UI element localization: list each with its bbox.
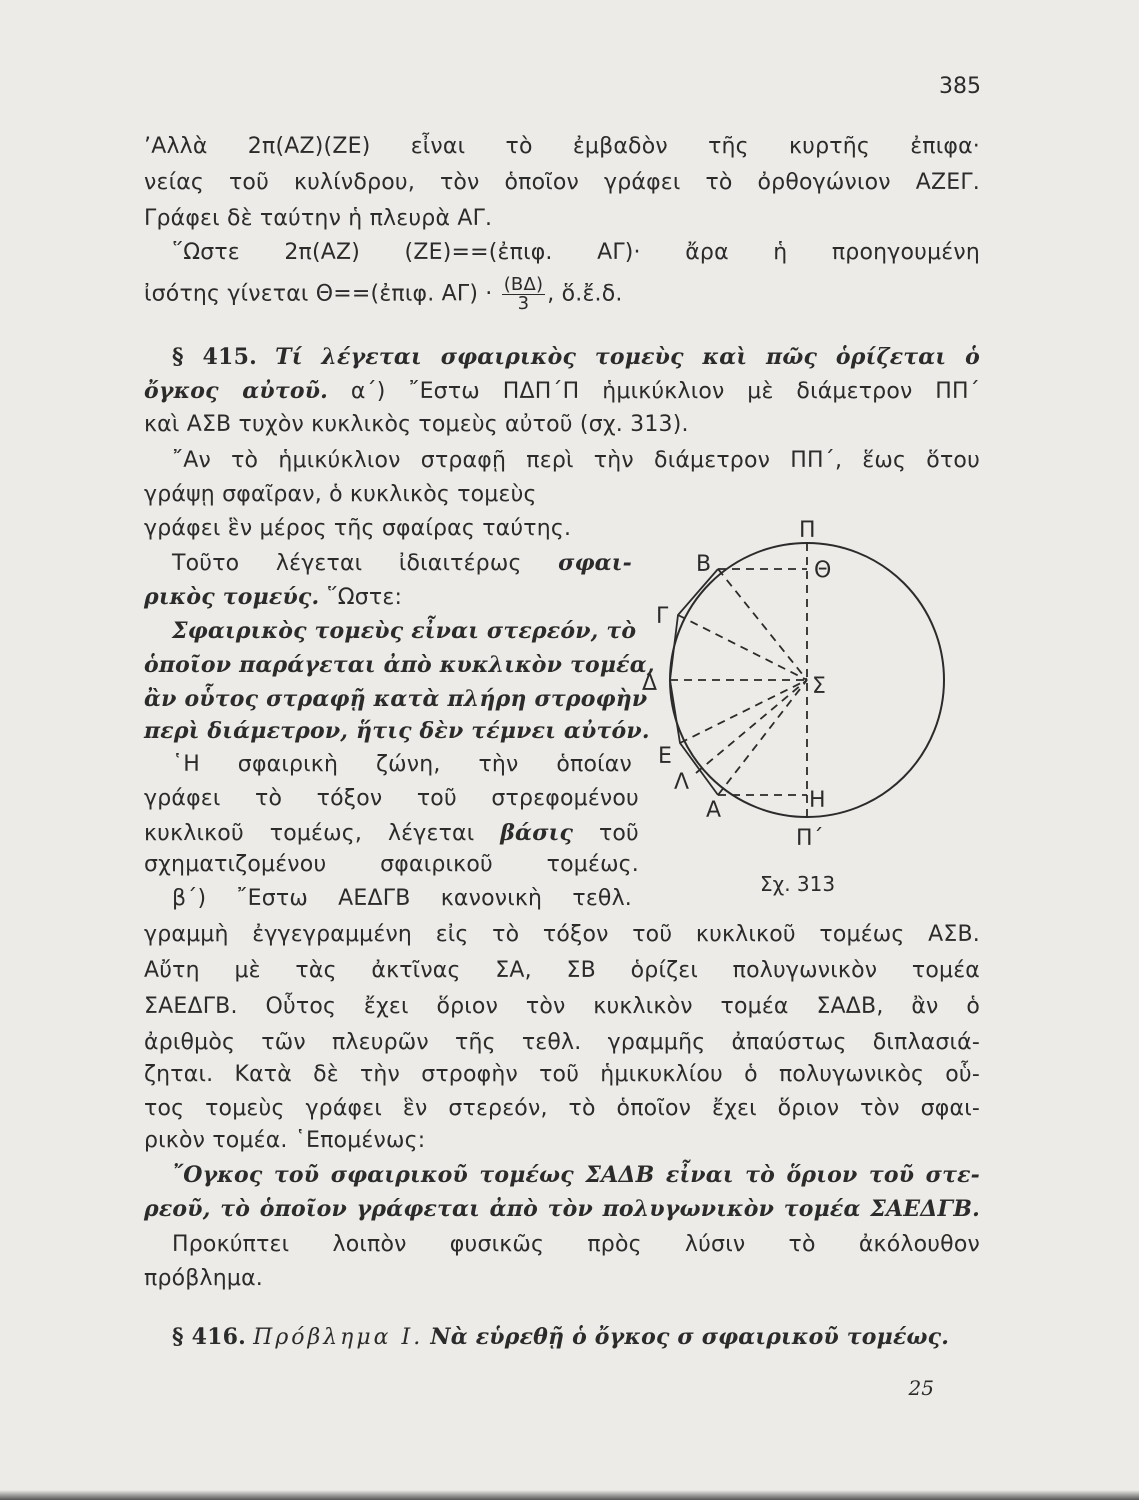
label-H: Η <box>809 788 826 813</box>
label-B: Β <box>696 552 712 577</box>
text-line: Προκύπτει λοιπὸν φυσικῶς πρὸς λύσιν τὸ ἀκόλουθον <box>172 1232 980 1257</box>
term: σφαι- <box>558 550 632 576</box>
term: ρικὸς τομεύς. <box>144 584 320 610</box>
label-E: Ε <box>658 744 672 769</box>
definition-line: περὶ διάμετρον, ἥτις δὲν τέμνει αὐτόν. <box>144 718 650 744</box>
conclusion-line: ρεοῦ, τὸ ὁποῖον γράφεται ἀπὸ τὸν πολυγωνικὸν τομέα ΣΑΕΔΓΒ. <box>144 1196 980 1222</box>
text-line: β΄) ῎Εστω ΑΕΔΓΒ κανονικὴ τεθλ. <box>172 886 632 911</box>
text-line: ἀριθμὸς τῶν πλευρῶν τῆς τεθλ. γραμμῆς ἀπαύστως διπλασιά- <box>144 1030 980 1055</box>
section-mark: § 416. <box>172 1324 246 1350</box>
term: βάσις <box>500 820 574 846</box>
label-Theta: Θ <box>814 558 832 583</box>
text-segment: ἰσότης γίνεται Θ==(ἐπιφ. ΑΓ) · <box>144 281 493 307</box>
problem-label: Πρόβλημα Ι. <box>253 1325 424 1350</box>
conclusion-line: ῎Ογκος τοῦ σφαιρικοῦ τομέως ΣΑΔΒ εἶναι τὸ ὅριον τοῦ στε- <box>172 1162 980 1188</box>
fraction <box>502 276 546 313</box>
text-segment: , ὅ.ἔ.δ. <box>547 281 623 307</box>
section-416-heading <box>172 1324 949 1350</box>
text-line-with-fraction <box>144 276 623 313</box>
text-line <box>172 550 632 576</box>
label-S: Σ <box>812 674 826 699</box>
text-line: γράφει ἓν μέρος τῆς σφαίρας ταύτης. <box>144 516 572 541</box>
text-line: τος τομεὺς γράφει ἓν στερεόν, τὸ ὁποῖον ἔχει ὅριον τὸν σφαι- <box>144 1096 980 1121</box>
radius-SG <box>678 615 807 680</box>
section-title: Τί λέγεται σφαιρικὸς τομεὺς καὶ πῶς ὁρίζεται ὁ <box>275 344 980 370</box>
text-line <box>144 584 402 610</box>
signature-mark: 25 <box>908 1376 934 1400</box>
text-line: καὶ ΑΣΒ τυχὸν κυκλικὸς τομεὺς αὐτοῦ (σχ. 313). <box>144 412 689 437</box>
section-title-end: ὄγκος αὐτοῦ. <box>144 378 329 404</box>
text-line: γράψῃ σφαῖραν, ὁ κυκλικὸς τομεὺς <box>144 482 537 507</box>
text-line: πρόβλημα. <box>144 1266 263 1291</box>
text-segment: κυκλικοῦ τομέως, λέγεται <box>144 821 475 846</box>
text-segment: τοῦ <box>598 821 639 846</box>
definition-line: ὁποῖον παράγεται ἀπὸ κυκλικὸν τομέα, <box>144 652 655 678</box>
figure-313 <box>620 505 980 905</box>
text-line: ρικὸν τομέα. ῾Επομένως: <box>144 1128 426 1153</box>
text-line: ῎Αν τὸ ἡμικύκλιον στραφῇ περὶ τὴν διάμετρον ΠΠ΄, ἕως ὅτου <box>172 448 980 473</box>
label-A: Α <box>706 798 722 823</box>
label-G: Γ <box>656 604 669 629</box>
text-line: ῞Ωστε 2π(ΑΖ) (ΖΕ)==(ἐπιφ. ΑΓ)· ἄρα ἡ προηγουμένη <box>172 240 980 265</box>
fraction-denominator: 3 <box>517 293 530 314</box>
text-segment: ῞Ωστε: <box>326 585 403 610</box>
text-line: ’Αλλὰ 2π(ΑΖ)(ΖΕ) εἶναι τὸ ἐμβαδὸν τῆς κυρτῆς ἐπιφα· <box>144 134 980 159</box>
text-line: γράφει τὸ τόξον τοῦ στρεφομένου <box>144 786 639 811</box>
definition-line: Σφαιρικὸς τομεὺς εἶναι στερεόν, τὸ <box>172 618 637 644</box>
radius-SB <box>718 569 807 680</box>
page-number: 385 <box>939 74 981 99</box>
radius-SL <box>696 680 807 773</box>
section-415-heading <box>172 344 980 370</box>
figure-caption: Σχ. 313 <box>760 872 836 896</box>
text-line: νείας τοῦ κυλίνδρου, τὸν ὁποῖον γράφει τὸ ὀρθογώνιον ΑΖΕΓ. <box>144 170 980 195</box>
definition-line: ἂν οὗτος στραφῇ κατὰ πλήρη στροφὴν <box>144 686 648 712</box>
text-line: Αὔτη μὲ τὰς ἀκτῖνας ΣΑ, ΣΒ ὁρίζει πολυγωνικὸν τομέα <box>144 958 980 983</box>
label-L: Λ <box>674 770 690 795</box>
text-line: ῾Η σφαιρικὴ ζώνη, τὴν ὁποίαν <box>172 752 632 777</box>
label-P: Π <box>799 518 816 543</box>
text-line <box>144 820 639 846</box>
page-bottom-edge <box>0 1490 1139 1500</box>
text-segment: Τοῦτο λέγεται ἰδιαιτέρως <box>172 551 522 576</box>
label-D: Δ <box>642 671 658 696</box>
text-segment: α´) ῎Εστω ΠΔΠ΄Π ἡμικύκλιον μὲ διάμετρον ΠΠ΄ <box>350 379 980 404</box>
text-line <box>144 378 980 404</box>
text-line: ΣΑΕΔΓΒ. Οὗτος ἔχει ὅριον τὸν κυκλικὸν τομέα ΣΑΔΒ, ἂν ὁ <box>144 994 980 1019</box>
radius-SA <box>718 680 807 795</box>
problem-text: Νὰ εὑρεθῇ ὁ ὄγκος σ σφαιρικοῦ τομέως. <box>430 1324 950 1350</box>
label-Pp: Π΄ <box>796 826 824 851</box>
fraction-numerator: (ΒΔ) <box>503 274 544 295</box>
text-line: Γράφει δὲ ταύτην ἡ πλευρὰ ΑΓ. <box>144 206 493 231</box>
text-line: ζηται. Κατὰ δὲ τὴν στροφὴν τοῦ ἡμικυκλίου ὁ πολυγωνικὸς οὗ- <box>144 1062 980 1087</box>
text-line: σχηματιζομένου σφαιρικοῦ τομέως. <box>144 852 639 877</box>
section-mark: § 415. <box>172 344 257 370</box>
text-line: γραμμὴ ἐγγεγραμμένη εἰς τὸ τόξον τοῦ κυκλικοῦ τομέως ΑΣΒ. <box>144 922 980 947</box>
